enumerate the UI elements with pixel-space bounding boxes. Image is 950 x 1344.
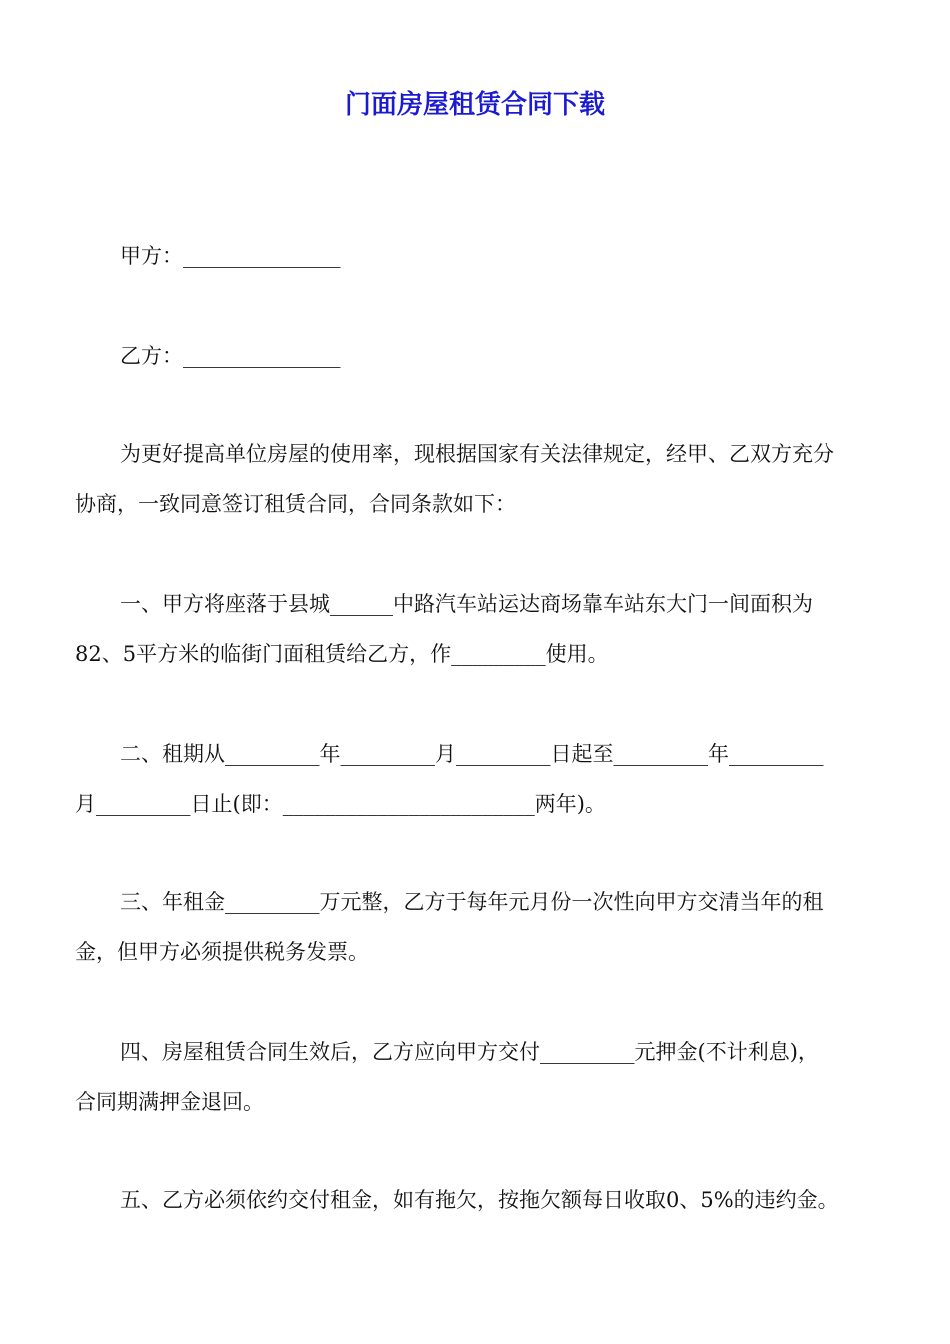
clause-3-line-1: 三、年租金_________万元整，乙方于每年元月份一次性向甲方交清当年的租 bbox=[120, 890, 824, 914]
party-b-line: 乙方：_______________ bbox=[120, 344, 341, 368]
party-a-line: 甲方：_______________ bbox=[120, 244, 341, 268]
clause-5-line-1: 五、乙方必须依约交付租金，如有拖欠，按拖欠额每日收取0、5%的违约金。 bbox=[120, 1188, 839, 1212]
preamble-line-1: 为更好提高单位房屋的使用率，现根据国家有关法律规定，经甲、乙双方充分 bbox=[120, 442, 834, 466]
clause-2-line-2: 月_________日止(即：________________________两年)。 bbox=[75, 792, 606, 816]
clause-2-line-1: 二、租期从_________年_________月_________日起至_________年_________ bbox=[120, 742, 824, 766]
clause-4-line-1: 四、房屋租赁合同生效后，乙方应向甲方交付_________元押金(不计利息)， bbox=[120, 1040, 819, 1064]
preamble-line-2: 协商，一致同意签订租赁合同，合同条款如下： bbox=[75, 492, 516, 516]
clause-1-line-2: 82、5平方米的临街门面租赁给乙方，作_________使用。 bbox=[75, 642, 609, 666]
clause-1-line-1: 一、甲方将座落于县城______中路汽车站运达商场靠车站东大门一间面积为 bbox=[120, 592, 813, 616]
document-title: 门面房屋租赁合同下载 bbox=[344, 90, 605, 120]
clause-3-line-2: 金，但甲方必须提供税务发票。 bbox=[75, 940, 369, 964]
clause-4-line-2: 合同期满押金退回。 bbox=[75, 1090, 264, 1114]
